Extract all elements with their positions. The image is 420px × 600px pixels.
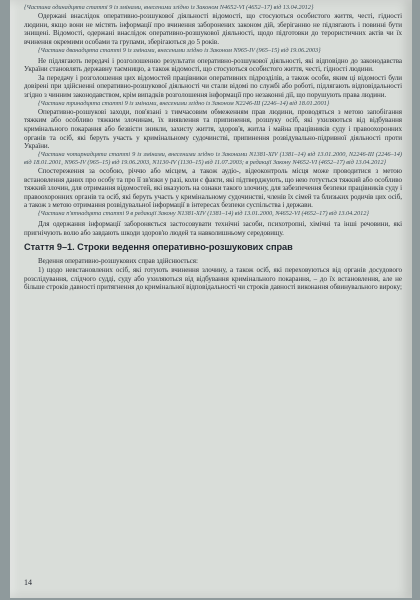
body-paragraph: Спостереження за особою, річчю або місцем, а також аудіо-, відеоконтроль місця може проводитися з метою встановлення даних про особу та про її зв'язки у разі, коли є факти, які підтверджують, що нею готується тяжкий або особливо тяжкий злочин, для отримання відомостей, які вказують на ознаки такого злочину, для забезпечення безпеки працівників суду і правоохоронних органів та осіб, які беруть участь у кримінальному судочинстві, членів їх сімей та близьких родичів цих осіб, а також з метою отримання розвідувальної інформації в інтересах безпеки суспільства і держави. xyxy=(24,166,402,210)
amendment-note: {Частина одинадцята статті 9 із змінами, внесеними згідно із Законом N4652-VI (4652–17) від 13.04.2012} xyxy=(24,4,314,11)
document-page xyxy=(10,0,412,598)
body-paragraph: Ведення оперативно-розшукових справ здійснюється: xyxy=(38,257,198,266)
page-number: 14 xyxy=(24,578,32,587)
body-paragraph: Оперативно-розшукові заходи, пов'язані з тимчасовим обмеженням прав людини, проводяться з метою запобігання тяжким або особливо тяжким злочинам, їх виявлення та припинення, розшуку осіб, які ухиляються від відбування кримінального покарання або безвісти зникли, захисту життя, здоров'я, житла і майна працівників суду і правоохоронних органів та осіб, які беруть участь у кримінальному судочинстві, припинення розвідувально-підривної діяльності проти України. xyxy=(24,107,402,151)
body-paragraph: За передачу і розголошення цих відомостей працівники оперативних підрозділів, а також особи, яким ці відомості були довірені при здійсненні оперативно-розшукової діяльності чи стали відомі по службі або роботі, підлягають відповідальності згідно з чинним законодавством, крім випадків розголошення інформації про незаконні дії, що порушують права людини. xyxy=(24,73,402,100)
body-paragraph: Не підлягають передачі і розголошенню результати оперативно-розшукової діяльності, які відповідно до законодавства України становлять державну таємницю, а також відомості, що стосуються особистого життя, честі, гідності людини. xyxy=(24,56,402,74)
body-paragraph: 1) щодо невстановлених осіб, які готують вчинення злочину, а також осіб, які переховуються від органів досудового розслідування, слідчого судді, суду або ухиляються від відбування кримінального покарання, – до їх встановлення, але не більше строків давності притягнення до кримінальної відповідальності чи строків давності виконання обвинувального вироку; xyxy=(24,266,402,292)
amendment-note: {Частина чотирнадцята статті 9 із змінами, внесеними згідно із Законами N1381-XIV (1381–14) від 13.01.2000, N2246-III (2246–14) від 18.01.2001, N965-IV (965–15) від 19.06.2003, N1130-IV (1130–15) від 11.07.2003; в редакції Закону N4652-VI (4652–17) від 13.04.2012} xyxy=(24,150,402,166)
amendment-note: {Частина тринадцята статті 9 із змінами, внесеними згідно із Законом N2246-III (2246–14) від 18.01.2001} xyxy=(38,99,330,107)
body-paragraph: Одержані внаслідок оперативно-розшукової діяльності відомості, що стосуються особистого життя, честі, гідності людини, якщо вони не містять інформації про вчинення заборонених законом дій, зберіганню не підлягають і повинні бути знищені. Відомості, одержані внаслідок оперативно-розшукової діяльності, щодо підготовки до терористичних актів чи їх вчинення окремими особами та групами, зберігаються до 5 років. xyxy=(24,12,402,46)
amendment-note: {Частина п'ятнадцята статті 9 в редакції Закону N1381-XIV (1381–14) від 13.01.2000, N4652-VI (4652–17) від 13.04.2012} xyxy=(38,210,369,218)
document-body xyxy=(24,4,402,292)
amendment-note: {Частина дванадцята статті 9 із змінами, внесеними згідно із Законом N965-IV (965–15) від 19.06.2003} xyxy=(38,46,321,54)
body-paragraph: Для одержання інформації забороняється застосовувати технічні засоби, психотропні, хімічні та інші речовини, які пригнічують волю або завдають шкоди здоров'ю людей та навколишньому середовищу. xyxy=(24,220,402,237)
article-heading: Стаття 9–1. Строки ведення оперативно-розшукових справ xyxy=(24,242,293,253)
